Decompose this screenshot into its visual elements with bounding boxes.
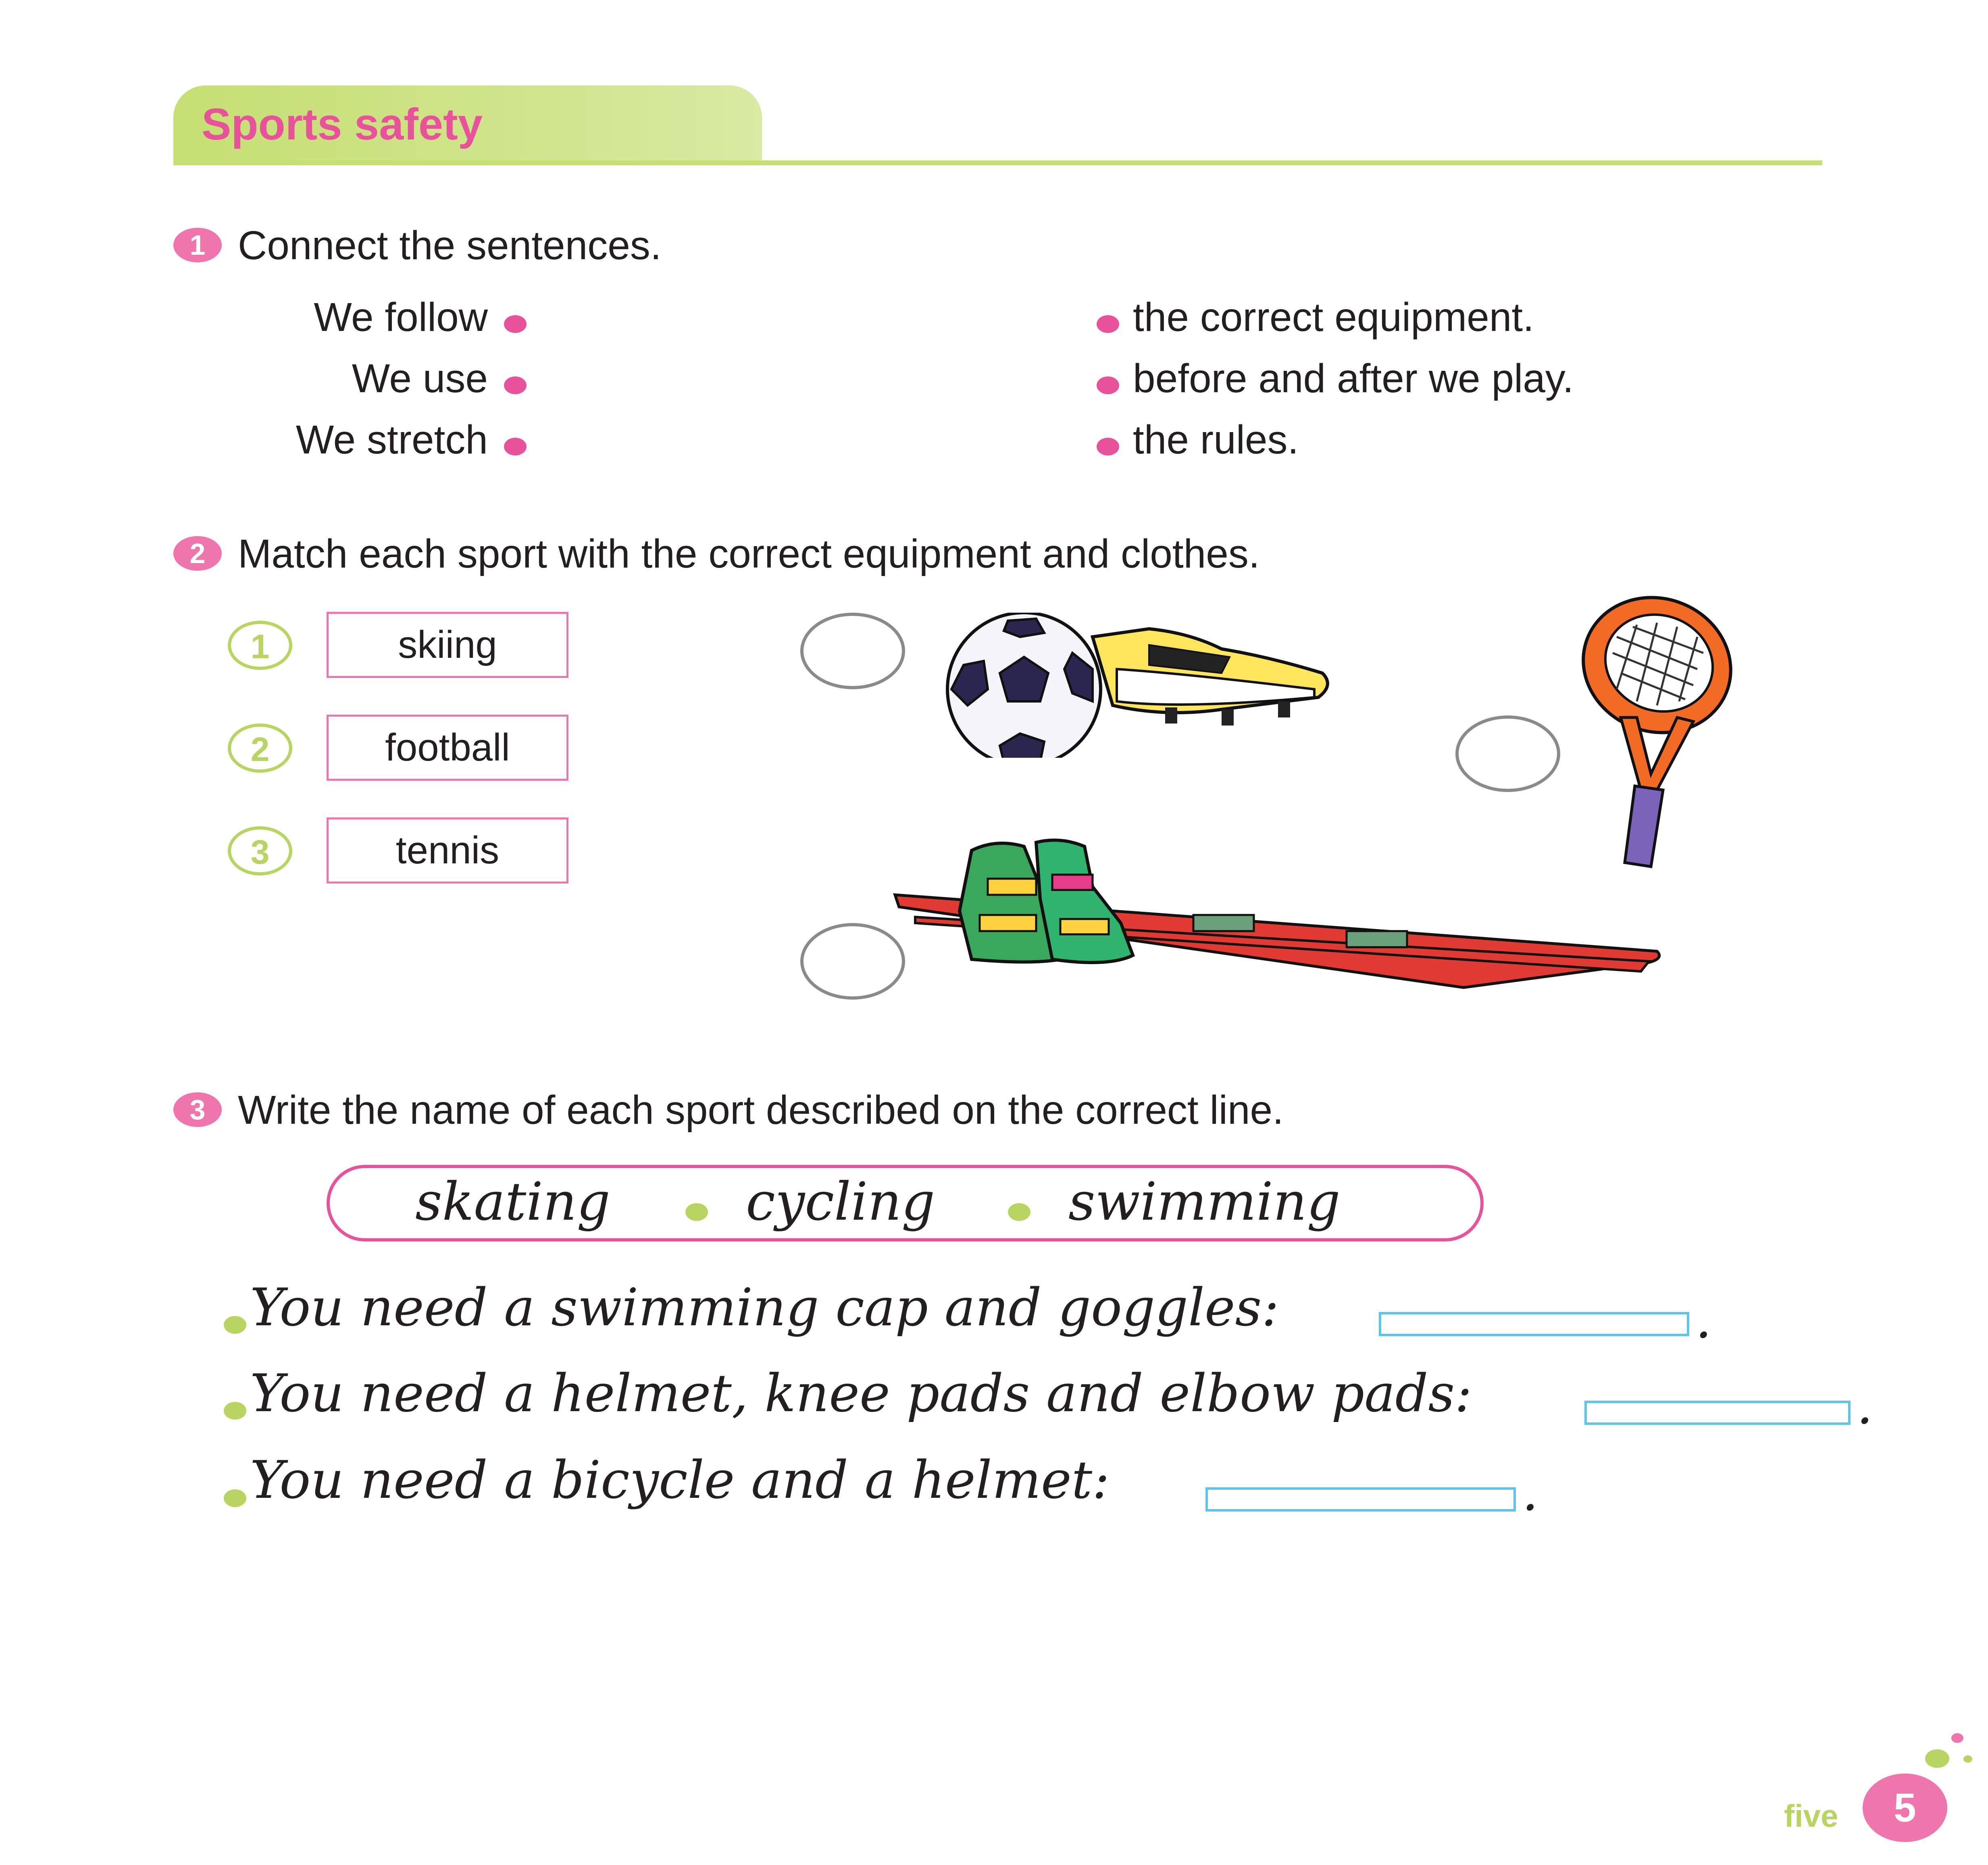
- sentence-1: You need a swimming cap and goggles:: [250, 1278, 1279, 1338]
- sport-number-3: 3: [228, 826, 292, 875]
- page-number: 5: [1863, 1774, 1947, 1842]
- word-bank-item-cycling: cycling: [746, 1171, 935, 1232]
- sentence-1-end: .: [1695, 1290, 1712, 1350]
- exercise-3-instruction: Write the name of each sport described on the correct line.: [238, 1087, 1284, 1133]
- word-bank-separator: [685, 1203, 708, 1221]
- sentence-3: You need a bicycle and a helmet:: [250, 1450, 1110, 1510]
- sport-box-tennis: tennis: [327, 817, 568, 884]
- word-bank-item-skating: skating: [415, 1171, 610, 1232]
- sentence-2-end: .: [1857, 1376, 1873, 1436]
- page-title: Sports safety: [202, 100, 483, 149]
- football-illustration: [939, 613, 1334, 758]
- decor-dot-small: [1963, 1755, 1972, 1763]
- answer-line-1[interactable]: [1379, 1312, 1689, 1336]
- answer-circle-football[interactable]: [800, 613, 905, 689]
- tennis-racket-illustration: [1564, 588, 1742, 871]
- connect-left-2: We use: [352, 356, 488, 401]
- sentence-bullet: [224, 1316, 246, 1334]
- connect-dot-right-2[interactable]: [1097, 376, 1119, 394]
- sport-box-skiing: skiing: [327, 612, 568, 678]
- exercise-2-number: 2: [173, 536, 222, 571]
- sentence-bullet: [224, 1402, 246, 1420]
- connect-dot-left-3[interactable]: [504, 438, 527, 455]
- sentence-bullet: [224, 1489, 246, 1507]
- page-number-word: five: [1784, 1798, 1838, 1834]
- connect-dot-right-1[interactable]: [1097, 315, 1119, 333]
- decor-dot-green: [1925, 1749, 1949, 1768]
- connect-dot-right-3[interactable]: [1097, 438, 1119, 455]
- sentence-3-end: .: [1522, 1462, 1538, 1522]
- skis-illustration: [891, 838, 1669, 1000]
- word-bank-item-swimming: swimming: [1068, 1171, 1341, 1232]
- connect-dot-left-2[interactable]: [504, 376, 527, 394]
- exercise-1-number: 1: [173, 228, 222, 262]
- connect-left-1: We follow: [314, 295, 488, 340]
- exercise-3-number: 3: [173, 1092, 222, 1127]
- decor-dot-pink: [1951, 1733, 1963, 1743]
- sentence-2: You need a helmet, knee pads and elbow pads:: [250, 1364, 1472, 1424]
- connect-right-2: before and after we play.: [1133, 356, 1574, 401]
- answer-circle-tennis[interactable]: [1455, 715, 1560, 792]
- exercise-1-instruction: Connect the sentences.: [238, 223, 662, 268]
- header-rule: [173, 160, 1822, 165]
- exercise-2-instruction: Match each sport with the correct equipment and clothes.: [238, 531, 1260, 576]
- answer-circle-skiing[interactable]: [800, 923, 905, 1000]
- connect-right-1: the correct equipment.: [1133, 295, 1534, 340]
- sport-box-football: football: [327, 715, 568, 781]
- connect-left-3: We stretch: [296, 417, 488, 462]
- connect-right-3: the rules.: [1133, 417, 1299, 462]
- answer-line-3[interactable]: [1205, 1487, 1516, 1512]
- word-bank-separator: [1008, 1203, 1030, 1221]
- sport-number-2: 2: [228, 724, 292, 773]
- answer-line-2[interactable]: [1584, 1401, 1851, 1425]
- sport-number-1: 1: [228, 621, 292, 670]
- connect-dot-left-1[interactable]: [504, 315, 527, 333]
